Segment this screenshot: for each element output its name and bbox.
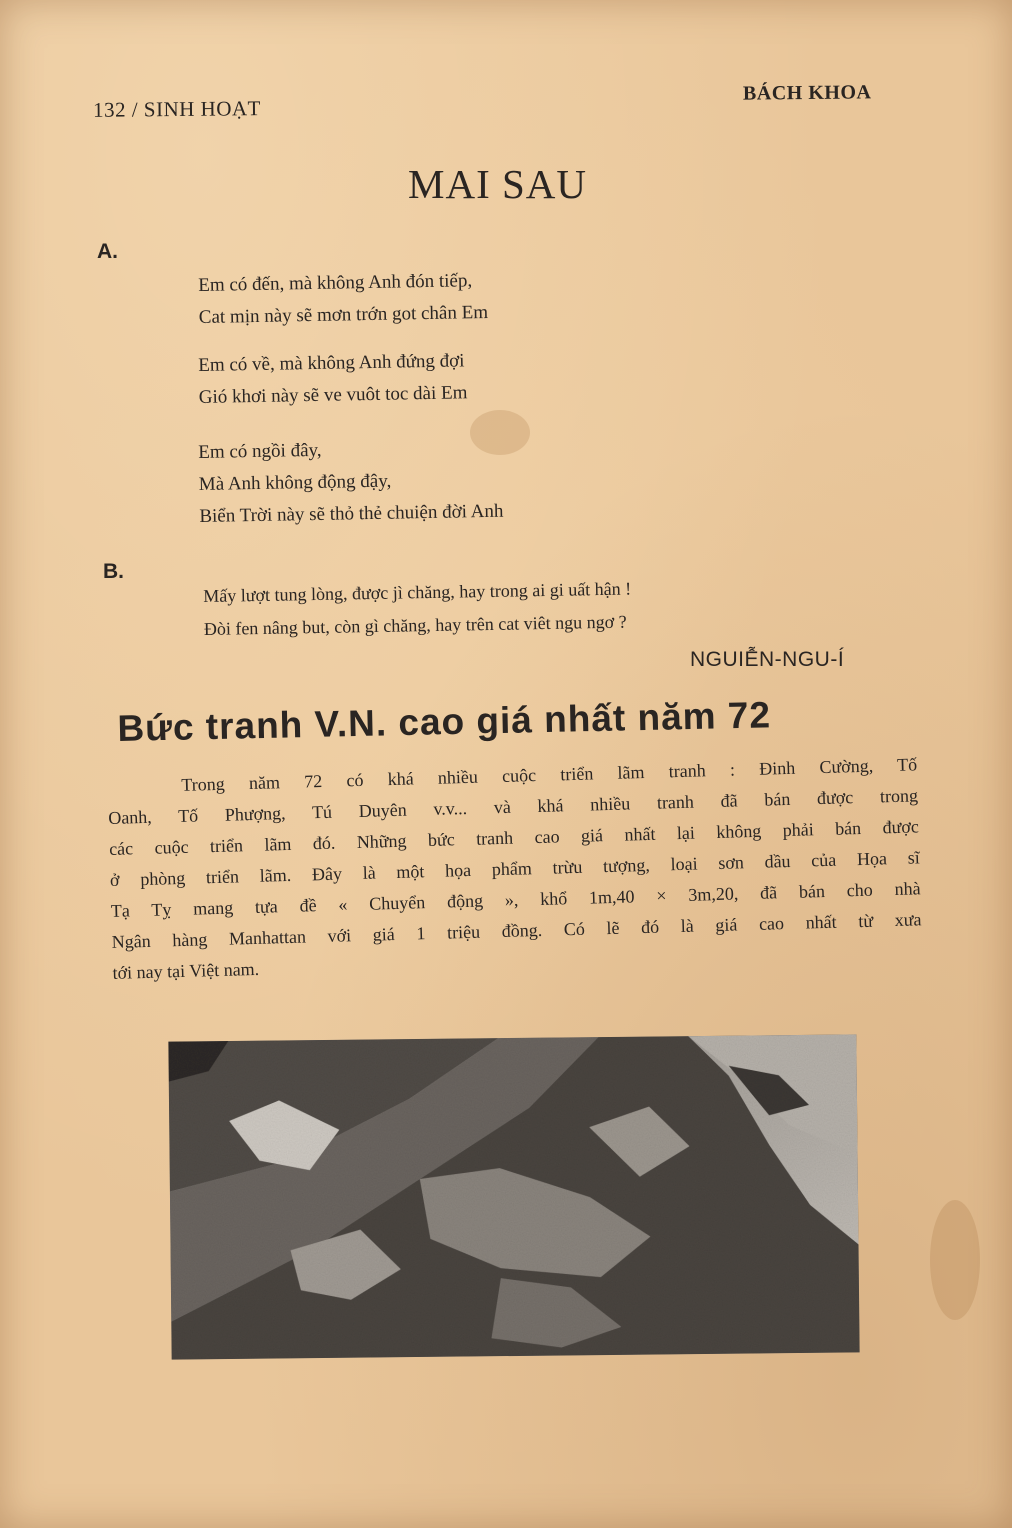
- article-title: Bức tranh V.N. cao giá nhất năm 72: [117, 694, 772, 749]
- poem-line: Gió khơi này sẽ ve vuôt toc dài Em: [198, 382, 468, 408]
- poem-line: Mấy lượt tung lòng, được jì chăng, hay trong ai gi uất hận !: [203, 578, 632, 606]
- poem-stanza-b: [203, 573, 632, 646]
- poem-stanza-1: [198, 265, 488, 334]
- abstract-painting-photo: [168, 1034, 859, 1359]
- article-line: Tạ Tỵ mang tựa đề « Chuyển động », khổ 1m,40 × 3m,20, đã bán cho nhà: [110, 878, 921, 921]
- article-line: các cuộc triển lãm đó. Những bức tranh cao giá nhất lại không phải bán được: [108, 816, 920, 859]
- poem-line: Mà Anh không động đậy,: [198, 470, 392, 495]
- poem-line: Đòi fen nâng but, còn gì chăng, hay trên cat viêt ngu ngơ ?: [203, 611, 627, 639]
- painting-image: [168, 1034, 859, 1359]
- magazine-name: BÁCH KHOA: [742, 81, 872, 105]
- article-line: ở phòng triển lãm. Đây là một họa phẩm trừu tượng, loại sơn dầu của Họa sĩ: [109, 847, 920, 890]
- poem-line: Biển Trời này sẽ thỏ thẻ chuiện đời Anh: [199, 500, 504, 527]
- paper-stain: [930, 1200, 980, 1320]
- article-line: tới nay tại Việt nam.: [112, 958, 260, 983]
- article-line: Ngân hàng Manhattan với giá 1 triệu đồng. Có lẽ đó là giá cao nhất từ xưa: [111, 909, 922, 952]
- poem-author: NGUIỄN-NGU-Í: [690, 648, 845, 671]
- article-line: Oanh, Tố Phượng, Tú Duyên v.v... và khá nhiều tranh đã bán được trong: [108, 785, 919, 828]
- poem-line: Em có ngồi đây,: [198, 439, 322, 463]
- poem-stanza-3: [198, 432, 504, 533]
- poem-stanza-2: [198, 345, 468, 414]
- poem-line: Em có về, mà không Anh đứng đợi: [198, 350, 465, 376]
- poem-line: Em có đến, mà không Anh đón tiếp,: [198, 270, 473, 296]
- section-a-label: A.: [97, 240, 118, 263]
- section-b-label: B.: [103, 560, 124, 583]
- article-body: [107, 749, 923, 989]
- page-number-section: 132 / SINH HOẠT: [92, 96, 262, 122]
- poem-title: MAI SAU: [408, 161, 587, 207]
- article-line: Trong năm 72 có khá nhiều cuộc triển lãm tranh : Đinh Cường, Tố: [181, 754, 918, 795]
- poem-line: Cat mịn này sẽ mơn trớn got chân Em: [198, 301, 489, 328]
